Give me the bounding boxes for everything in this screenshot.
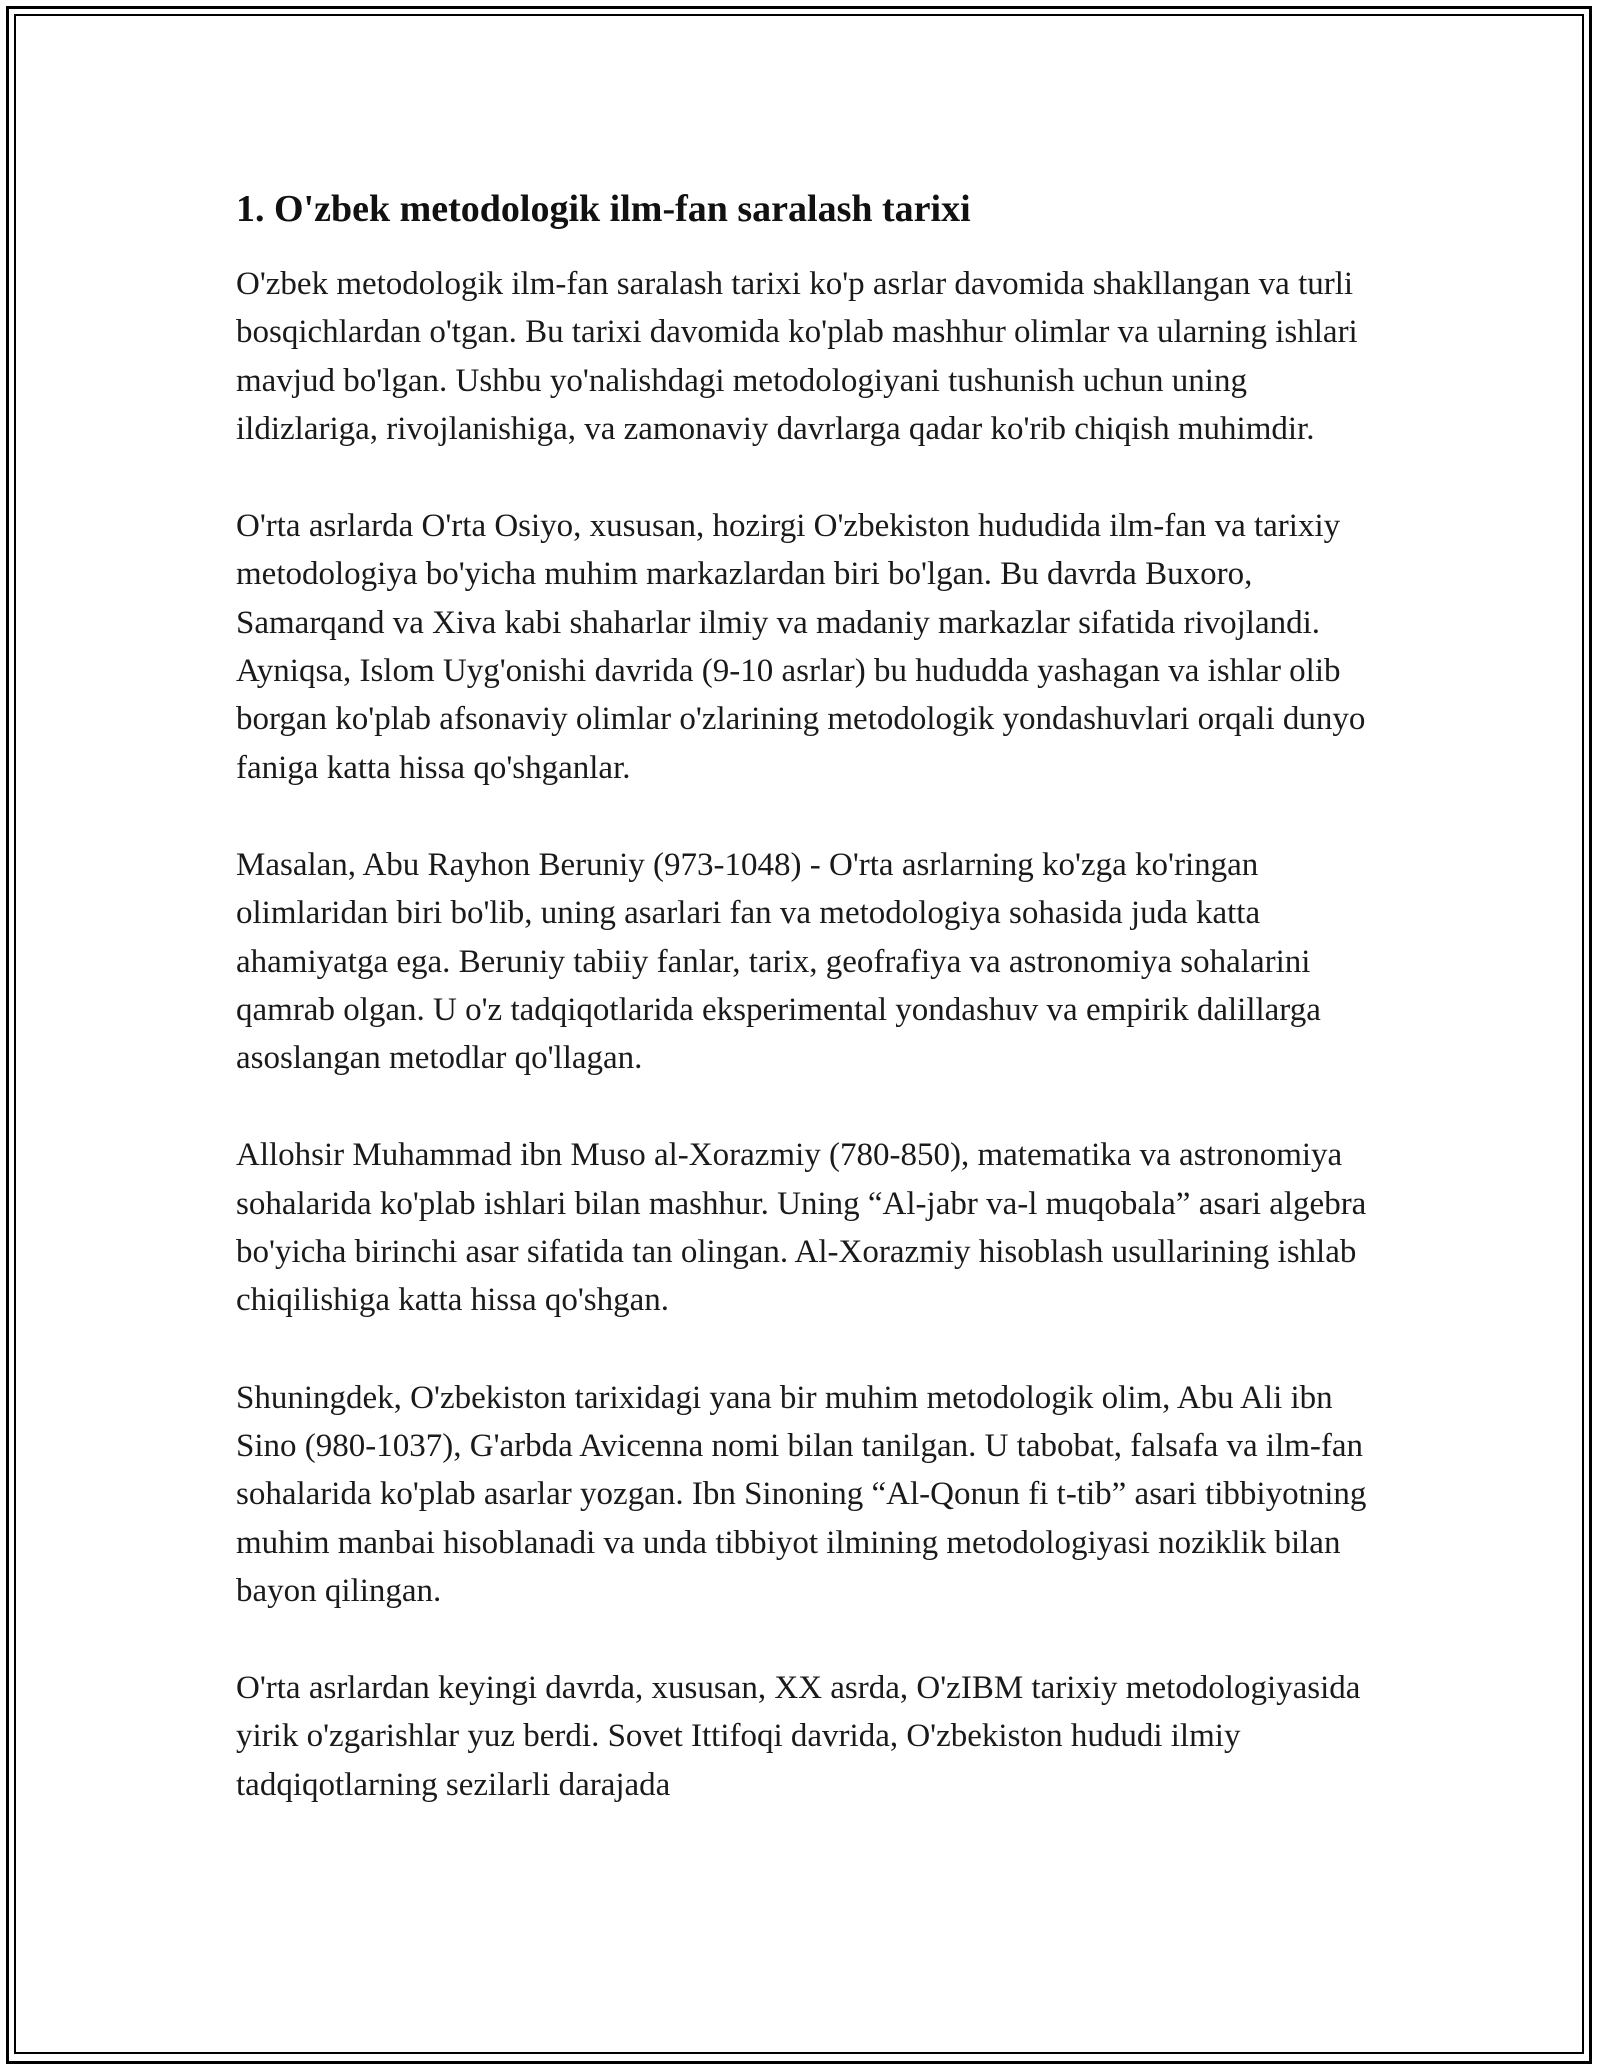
document-body (236, 186, 1376, 1858)
paragraph-xorazmiy: Allohsir Muhammad ibn Muso al-Xorazmiy (780-850), matematika va astronomiya sohalarida ko'plab ishlari bilan mashhur. Uning “Al-jabr va-l muqobala” asari algebra bo'yicha birinchi asar sifatida tan olingan. Al-Xorazmiy hisoblash usullarining ishlab chiqilishiga katta hissa qo'shgan. (236, 1137, 1367, 1319)
paragraph-intro: O'zbek metodologik ilm-fan saralash tarixi ko'p asrlar davomida shakllangan va turli bosqichlardan o'tgan. Bu tarixi davomida ko'plab mashhur olimlar va ularning ishlari mavjud bo'lgan. Ushbu yo'nalishdagi metodologiyani tushunish uchun uning ildizlariga, rivojlanishiga, va zamonaviy davrlarga qadar ko'rib chiqish muhimdir. (236, 266, 1358, 447)
paragraph-beruniy: Masalan, Abu Rayhon Beruniy (973-1048) - O'rta asrlarning ko'zga ko'ringan olimlaridan biri bo'lib, uning asarlari fan va metodologiya sohasida juda katta ahamiyatga ega. Beruniy tabiiy fanlar, tarix, geofrafiya va astronomiya sohalarini qamrab olgan. U o'z tadqiqotlarida eksperimental yondashuv va empirik dalillarga asoslangan metodlar qo'llagan. (236, 846, 1321, 1077)
paragraph-middle-ages: O'rta asrlarda O'rta Osiyo, xususan, hozirgi O'zbekiston hududida ilm-fan va tarixiy metodologiya bo'yicha muhim markazlardan biri bo'lgan. Bu davrda Buxoro, Samarqand va Xiva kabi shaharlar ilmiy va madaniy markazlar sifatida rivojlandi. Ayniqsa, Islom Uyg'onishi davrida (9-10 asrlar) bu hududda yashagan va ishlar olib borgan ko'plab afsonaviy olimlar o'zlarining metodologik yondashuvlari orqali dunyo faniga katta hissa qo'shganlar. (236, 508, 1366, 786)
section-heading: 1. O'zbek metodologik ilm-fan saralash tarixi (236, 188, 971, 230)
paragraph-ibn-sino: Shuningdek, O'zbekiston tarixidagi yana bir muhim metodologik olim, Abu Ali ibn Sino (980-1037), G'arbda Avicenna nomi bilan tanilgan. U tabobat, falsafa va ilm-fan sohalarida ko'plab asarlar yozgan. Ibn Sinoning “Al-Qonun fi t-tib” asari tibbiyotning muhim manbai hisoblanadi va unda tibbiyot ilmining metodologiyasi noziklik bilan bayon qilingan. (236, 1379, 1367, 1609)
paragraph-xx-century: O'rta asrlardan keyingi davrda, xususan, XX asrda, O'zIBM tarixiy metodologiyasida yirik o'zgarishlar yuz berdi. Sovet Ittifoqi davrida, O'zbekiston hududi ilmiy tadqiqotlarning sezilarli darajada (236, 1670, 1361, 1803)
